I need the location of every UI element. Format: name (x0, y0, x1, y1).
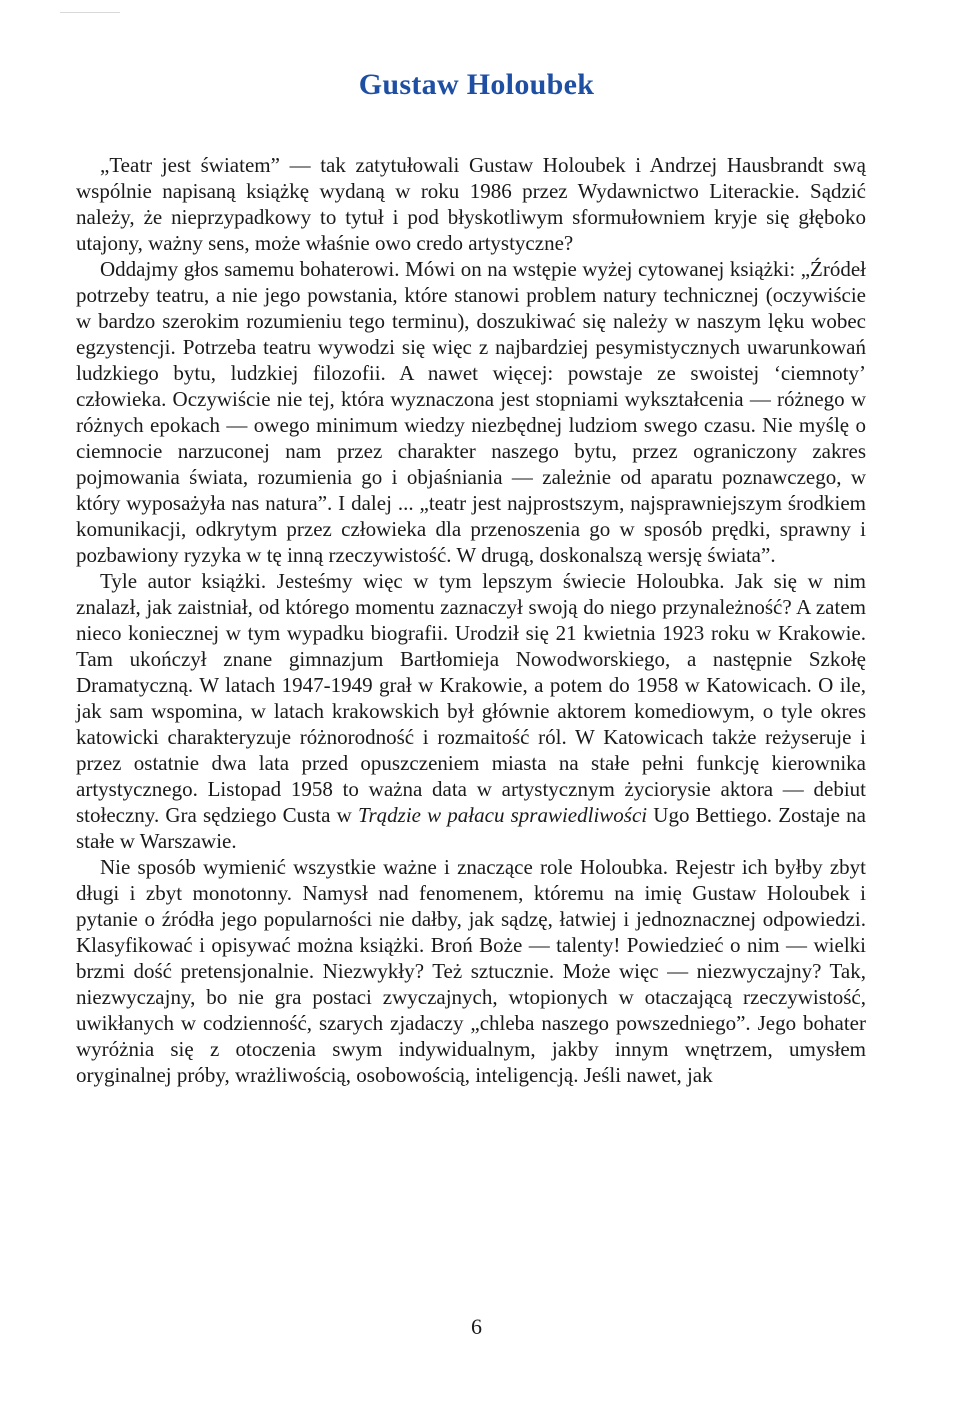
paragraph-2: Oddajmy głos samemu bohaterowi. Mówi on na wstępie wyżej cytowanej książki: „Źródeł potrzeby teatru, a nie jego powstania, które stanowi problem natury technicznej (oczywiście w bardzo szerokim rozumieniu tego terminu), doszukiwać się należy w naszym lęku wobec egzystencji. Potrzeba teatru wywodzi się więc z najbardziej pesymistycznych uwarunkowań ludzkiego bytu, ludzkiej filozofii. A nawet więcej: powstaje ze swoistej ‘ciemnoty’ człowieka. Oczywiście nie tej, która wyznaczona jest stopniami wykształcenia — różnego w różnych epokach — owego minimum wiedzy niezbędnej ludziom swego czasu. Nie myślę o ciemnocie narzuconej nam przez charakter naszego bytu, przez ograniczony zakres pojmowania świata, rozumienia go i objaśniania — zależnie od aparatu poznawczego, w który wyposażyła nas natura”. I dalej ... „teatr jest najprostszym, najsprawniejszym środkiem komunikacji, odkrytym przez człowieka dla przenoszenia go w sposób prędki, sprawny i pozbawiony ryzyka w tę inną rzeczywistość. W drugą, doskonalszą wersję świata”. (76, 257, 866, 567)
paragraph-4: Nie sposób wymienić wszystkie ważne i znaczące role Holoubka. Rejestr ich byłby zbyt długi i zbyt monotonny. Namysł nad fenomenem, któremu na imię Gustaw Holoubek i pytanie o źródła jego popularności nie dałby, jak sądzę, łatwiej i jednoznacznej odpowiedzi. Klasyfikować i opisywać można książki. Broń Boże — talenty! Powiedzieć o nim — wielki brzmi dość pretensjonalnie. Niezwykły? Też sztucznie. Może więc — niezwyczajny? Tak, niezwyczajny, bo nie gra postaci zwyczajnych, wtopionych w otaczającą rzeczywistość, uwikłanych w codzienność, szarych zjadaczy „chleba naszego powszedniego”. Jego bohater wyróżnia się z otoczenia swym indywidualnym, jakby innym wnętrzem, umysłem oryginalnej próby, wrażliwością, osobowością, inteligencją. Jeśli nawet, jak (76, 855, 866, 1087)
paragraph-1: „Teatr jest światem” — tak zatytułowali Gustaw Holoubek i Andrzej Hausbrandt swą wspólnie napisaną książkę wydaną w roku 1986 przez Wydawnictwo Literackie. Sądzić należy, że nieprzypadkowy to tytuł i pod błyskotliwym sformułowniem kryje się głęboko utajony, ważny sens, może właśnie owo credo artystyczne? (76, 153, 866, 255)
top-rule (60, 12, 120, 13)
paragraph-3 (76, 568, 866, 854)
body-text (76, 152, 866, 1088)
paragraph-3-text-after: Ugo Bettiego. Zostaje na stałe w Warszawie. (76, 803, 866, 853)
play-title-italic: Trądzie w pałacu sprawiedliwości (357, 803, 648, 827)
page-number: 6 (471, 1314, 482, 1339)
page-title: Gustaw Holoubek (358, 68, 595, 101)
paragraph-3-text-before: Tyle autor książki. Jesteśmy więc w tym lepszym świecie Holoubka. Jak się w nim znalazł, jak zaistniał, od którego momentu zaznaczył swoją do niego przynależność? A zatem nieco koniecznej w tym wypadku biografii. Urodził się 21 kwietnia 1923 roku w Krakowie. Tam ukończył znane gimnazjum Bartłomieja Nowodworskiego, a następnie Szkołę Dramatyczną. W latach 1947-1949 grał w Krakowie, a potem do 1958 w Katowicach. O ile, jak sam wspomina, w latach krakowskich był głównie aktorem komediowym, o tyle okres katowicki charakteryzuje różnorodność i rozmaitość ról. W Katowicach także reżyseruje i przez ostatnie dwa lata przed opuszczeniem miasta na stałe pełni funkcję kierownika artystycznego. Listopad 1958 to ważna data w artystycznym życiorysie aktora — debiut stołeczny. Gra sędziego Custa w (76, 569, 866, 827)
